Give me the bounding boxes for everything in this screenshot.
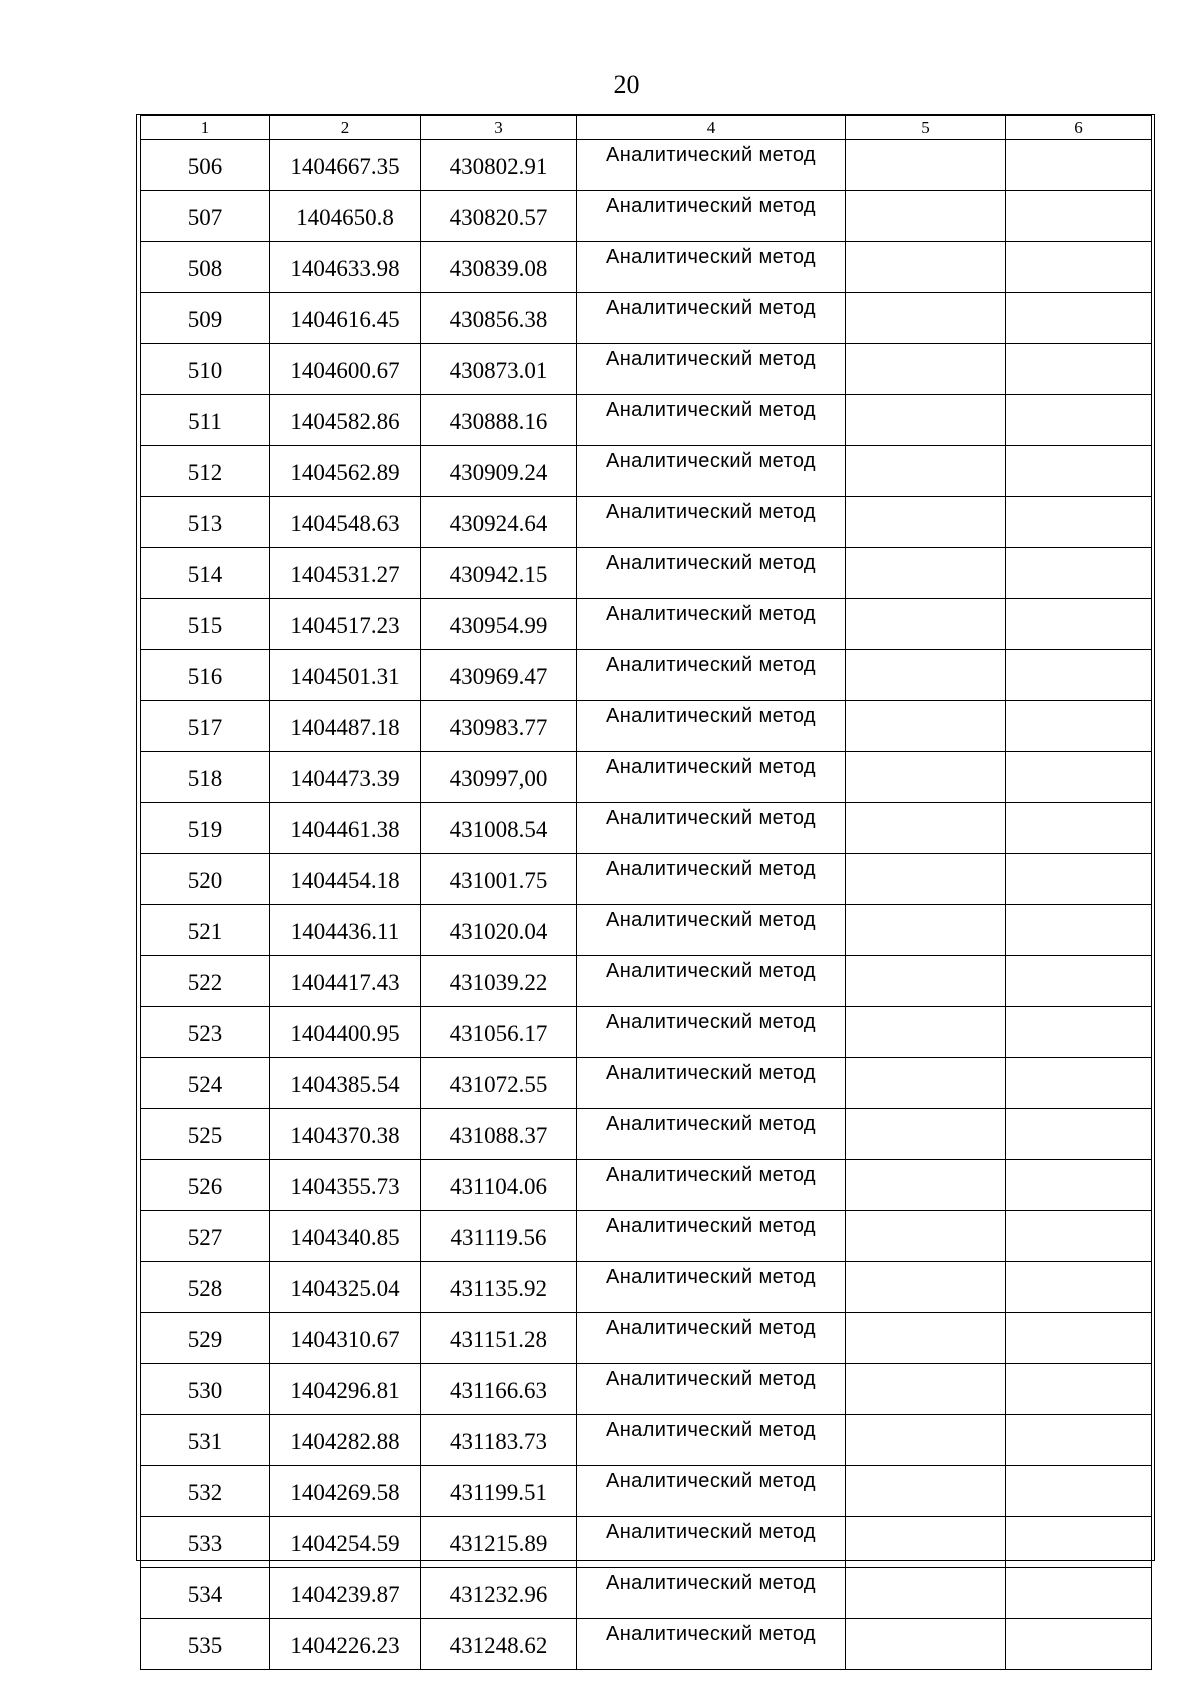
point-number-cell: 530	[141, 1364, 270, 1415]
table-row	[141, 956, 1152, 1007]
x-coordinate-cell: 1404340.85	[270, 1211, 421, 1262]
x-coordinate-cell: 1404254.59	[270, 1517, 421, 1568]
method-cell: Аналитический метод	[577, 1058, 846, 1109]
y-coordinate-cell: 431104.06	[421, 1160, 577, 1211]
y-coordinate-cell: 430942.15	[421, 548, 577, 599]
column-5-cell	[846, 1007, 1006, 1058]
column-6-cell	[1006, 1109, 1152, 1160]
column-5-cell	[846, 1058, 1006, 1109]
point-number-cell: 513	[141, 497, 270, 548]
column-5-cell	[846, 497, 1006, 548]
y-coordinate-cell: 430873.01	[421, 344, 577, 395]
point-number-cell: 526	[141, 1160, 270, 1211]
column-5-cell	[846, 446, 1006, 497]
column-5-cell	[846, 140, 1006, 191]
column-5-cell	[846, 1517, 1006, 1568]
column-6-cell	[1006, 344, 1152, 395]
column-6-cell	[1006, 752, 1152, 803]
y-coordinate-cell: 431088.37	[421, 1109, 577, 1160]
method-cell: Аналитический метод	[577, 1007, 846, 1058]
column-6-cell	[1006, 395, 1152, 446]
column-6-cell	[1006, 446, 1152, 497]
point-number-cell: 512	[141, 446, 270, 497]
header-cell-3: 3	[421, 116, 577, 140]
method-cell: Аналитический метод	[577, 140, 846, 191]
x-coordinate-cell: 1404436.11	[270, 905, 421, 956]
method-cell: Аналитический метод	[577, 1415, 846, 1466]
y-coordinate-cell: 431001.75	[421, 854, 577, 905]
column-5-cell	[846, 548, 1006, 599]
point-number-cell: 511	[141, 395, 270, 446]
column-5-cell	[846, 599, 1006, 650]
y-coordinate-cell: 431020.04	[421, 905, 577, 956]
method-cell: Аналитический метод	[577, 1364, 846, 1415]
column-6-cell	[1006, 1466, 1152, 1517]
table-row	[141, 548, 1152, 599]
x-coordinate-cell: 1404226.23	[270, 1619, 421, 1670]
y-coordinate-cell: 430997,00	[421, 752, 577, 803]
column-5-cell	[846, 242, 1006, 293]
y-coordinate-cell: 431232.96	[421, 1568, 577, 1619]
y-coordinate-cell: 431135.92	[421, 1262, 577, 1313]
column-6-cell	[1006, 650, 1152, 701]
x-coordinate-cell: 1404487.18	[270, 701, 421, 752]
point-number-cell: 510	[141, 344, 270, 395]
header-cell-6: 6	[1006, 116, 1152, 140]
x-coordinate-cell: 1404417.43	[270, 956, 421, 1007]
column-5-cell	[846, 701, 1006, 752]
y-coordinate-cell: 431056.17	[421, 1007, 577, 1058]
method-cell: Аналитический метод	[577, 1313, 846, 1364]
table-row	[141, 497, 1152, 548]
header-cell-2: 2	[270, 116, 421, 140]
method-cell: Аналитический метод	[577, 650, 846, 701]
column-6-cell	[1006, 548, 1152, 599]
y-coordinate-cell: 430924.64	[421, 497, 577, 548]
table-row	[141, 1466, 1152, 1517]
column-5-cell	[846, 1313, 1006, 1364]
x-coordinate-cell: 1404616.45	[270, 293, 421, 344]
point-number-cell: 521	[141, 905, 270, 956]
table-row	[141, 854, 1152, 905]
table-row	[141, 1364, 1152, 1415]
table-row	[141, 395, 1152, 446]
table-row	[141, 1058, 1152, 1109]
x-coordinate-cell: 1404370.38	[270, 1109, 421, 1160]
x-coordinate-cell: 1404633.98	[270, 242, 421, 293]
x-coordinate-cell: 1404296.81	[270, 1364, 421, 1415]
point-number-cell: 533	[141, 1517, 270, 1568]
header-cell-1: 1	[141, 116, 270, 140]
table-row	[141, 1211, 1152, 1262]
table-row	[141, 803, 1152, 854]
column-5-cell	[846, 395, 1006, 446]
table-row	[141, 293, 1152, 344]
point-number-cell: 522	[141, 956, 270, 1007]
method-cell: Аналитический метод	[577, 548, 846, 599]
y-coordinate-cell: 430888.16	[421, 395, 577, 446]
x-coordinate-cell: 1404461.38	[270, 803, 421, 854]
column-6-cell	[1006, 1364, 1152, 1415]
method-cell: Аналитический метод	[577, 395, 846, 446]
point-number-cell: 531	[141, 1415, 270, 1466]
column-6-cell	[1006, 803, 1152, 854]
x-coordinate-cell: 1404501.31	[270, 650, 421, 701]
method-cell: Аналитический метод	[577, 1160, 846, 1211]
point-number-cell: 524	[141, 1058, 270, 1109]
table-row	[141, 140, 1152, 191]
column-5-cell	[846, 1211, 1006, 1262]
column-5-cell	[846, 1160, 1006, 1211]
method-cell: Аналитический метод	[577, 344, 846, 395]
y-coordinate-cell: 431215.89	[421, 1517, 577, 1568]
column-6-cell	[1006, 1007, 1152, 1058]
method-cell: Аналитический метод	[577, 1262, 846, 1313]
x-coordinate-cell: 1404667.35	[270, 140, 421, 191]
coordinates-table-container	[140, 115, 1151, 1670]
y-coordinate-cell: 430909.24	[421, 446, 577, 497]
x-coordinate-cell: 1404517.23	[270, 599, 421, 650]
point-number-cell: 523	[141, 1007, 270, 1058]
method-cell: Аналитический метод	[577, 1211, 846, 1262]
method-cell: Аналитический метод	[577, 446, 846, 497]
x-coordinate-cell: 1404355.73	[270, 1160, 421, 1211]
column-5-cell	[846, 1568, 1006, 1619]
column-6-cell	[1006, 599, 1152, 650]
y-coordinate-cell: 431072.55	[421, 1058, 577, 1109]
column-6-cell	[1006, 140, 1152, 191]
method-cell: Аналитический метод	[577, 1517, 846, 1568]
column-6-cell	[1006, 1262, 1152, 1313]
method-cell: Аналитический метод	[577, 752, 846, 803]
x-coordinate-cell: 1404325.04	[270, 1262, 421, 1313]
method-cell: Аналитический метод	[577, 1568, 846, 1619]
column-6-cell	[1006, 293, 1152, 344]
column-5-cell	[846, 905, 1006, 956]
point-number-cell: 532	[141, 1466, 270, 1517]
column-5-cell	[846, 803, 1006, 854]
method-cell: Аналитический метод	[577, 1619, 846, 1670]
x-coordinate-cell: 1404400.95	[270, 1007, 421, 1058]
column-6-cell	[1006, 497, 1152, 548]
point-number-cell: 520	[141, 854, 270, 905]
table-row	[141, 905, 1152, 956]
column-5-cell	[846, 1466, 1006, 1517]
y-coordinate-cell: 431248.62	[421, 1619, 577, 1670]
table-body	[141, 116, 1152, 1670]
table-row	[141, 650, 1152, 701]
table-row	[141, 191, 1152, 242]
point-number-cell: 525	[141, 1109, 270, 1160]
column-6-cell	[1006, 1517, 1152, 1568]
column-5-cell	[846, 650, 1006, 701]
column-5-cell	[846, 1262, 1006, 1313]
table-row	[141, 1262, 1152, 1313]
table-row	[141, 344, 1152, 395]
column-5-cell	[846, 1619, 1006, 1670]
y-coordinate-cell: 431151.28	[421, 1313, 577, 1364]
page-number: 20	[613, 70, 640, 99]
point-number-cell: 517	[141, 701, 270, 752]
table-row	[141, 1007, 1152, 1058]
y-coordinate-cell: 431199.51	[421, 1466, 577, 1517]
method-cell: Аналитический метод	[577, 854, 846, 905]
y-coordinate-cell: 430969.47	[421, 650, 577, 701]
x-coordinate-cell: 1404562.89	[270, 446, 421, 497]
method-cell: Аналитический метод	[577, 701, 846, 752]
method-cell: Аналитический метод	[577, 905, 846, 956]
method-cell: Аналитический метод	[577, 956, 846, 1007]
point-number-cell: 527	[141, 1211, 270, 1262]
y-coordinate-cell: 431008.54	[421, 803, 577, 854]
header-cell-5: 5	[846, 116, 1006, 140]
y-coordinate-cell: 430983.77	[421, 701, 577, 752]
table-row	[141, 701, 1152, 752]
method-cell: Аналитический метод	[577, 599, 846, 650]
point-number-cell: 534	[141, 1568, 270, 1619]
point-number-cell: 516	[141, 650, 270, 701]
x-coordinate-cell: 1404473.39	[270, 752, 421, 803]
x-coordinate-cell: 1404600.67	[270, 344, 421, 395]
x-coordinate-cell: 1404582.86	[270, 395, 421, 446]
table-row	[141, 1415, 1152, 1466]
y-coordinate-cell: 430954.99	[421, 599, 577, 650]
point-number-cell: 535	[141, 1619, 270, 1670]
column-5-cell	[846, 854, 1006, 905]
method-cell: Аналитический метод	[577, 497, 846, 548]
column-6-cell	[1006, 854, 1152, 905]
table-row	[141, 1517, 1152, 1568]
column-6-cell	[1006, 1568, 1152, 1619]
point-number-cell: 518	[141, 752, 270, 803]
x-coordinate-cell: 1404310.67	[270, 1313, 421, 1364]
x-coordinate-cell: 1404282.88	[270, 1415, 421, 1466]
table-row	[141, 1109, 1152, 1160]
y-coordinate-cell: 431166.63	[421, 1364, 577, 1415]
header-row	[141, 116, 1152, 140]
y-coordinate-cell: 430839.08	[421, 242, 577, 293]
y-coordinate-cell: 431039.22	[421, 956, 577, 1007]
x-coordinate-cell: 1404269.58	[270, 1466, 421, 1517]
column-6-cell	[1006, 1619, 1152, 1670]
header-cell-4: 4	[577, 116, 846, 140]
y-coordinate-cell: 431119.56	[421, 1211, 577, 1262]
x-coordinate-cell: 1404239.87	[270, 1568, 421, 1619]
method-cell: Аналитический метод	[577, 803, 846, 854]
table-row	[141, 242, 1152, 293]
y-coordinate-cell: 431183.73	[421, 1415, 577, 1466]
column-5-cell	[846, 752, 1006, 803]
table-row	[141, 599, 1152, 650]
coordinates-table	[140, 115, 1152, 1670]
method-cell: Аналитический метод	[577, 1109, 846, 1160]
column-6-cell	[1006, 191, 1152, 242]
x-coordinate-cell: 1404650.8	[270, 191, 421, 242]
column-6-cell	[1006, 1058, 1152, 1109]
method-cell: Аналитический метод	[577, 1466, 846, 1517]
table-row	[141, 1160, 1152, 1211]
x-coordinate-cell: 1404385.54	[270, 1058, 421, 1109]
column-5-cell	[846, 191, 1006, 242]
x-coordinate-cell: 1404531.27	[270, 548, 421, 599]
column-5-cell	[846, 344, 1006, 395]
method-cell: Аналитический метод	[577, 191, 846, 242]
x-coordinate-cell: 1404454.18	[270, 854, 421, 905]
column-6-cell	[1006, 1160, 1152, 1211]
x-coordinate-cell: 1404548.63	[270, 497, 421, 548]
column-5-cell	[846, 1364, 1006, 1415]
point-number-cell: 528	[141, 1262, 270, 1313]
table-row	[141, 446, 1152, 497]
point-number-cell: 529	[141, 1313, 270, 1364]
table-row	[141, 1619, 1152, 1670]
point-number-cell: 508	[141, 242, 270, 293]
y-coordinate-cell: 430856.38	[421, 293, 577, 344]
point-number-cell: 506	[141, 140, 270, 191]
column-6-cell	[1006, 242, 1152, 293]
point-number-cell: 509	[141, 293, 270, 344]
column-5-cell	[846, 956, 1006, 1007]
method-cell: Аналитический метод	[577, 293, 846, 344]
point-number-cell: 514	[141, 548, 270, 599]
point-number-cell: 507	[141, 191, 270, 242]
y-coordinate-cell: 430820.57	[421, 191, 577, 242]
column-6-cell	[1006, 1415, 1152, 1466]
point-number-cell: 515	[141, 599, 270, 650]
table-row	[141, 1313, 1152, 1364]
column-6-cell	[1006, 701, 1152, 752]
column-6-cell	[1006, 1313, 1152, 1364]
column-5-cell	[846, 1109, 1006, 1160]
method-cell: Аналитический метод	[577, 242, 846, 293]
point-number-cell: 519	[141, 803, 270, 854]
column-6-cell	[1006, 905, 1152, 956]
table-row	[141, 752, 1152, 803]
column-5-cell	[846, 293, 1006, 344]
column-6-cell	[1006, 956, 1152, 1007]
column-5-cell	[846, 1415, 1006, 1466]
table-row	[141, 1568, 1152, 1619]
y-coordinate-cell: 430802.91	[421, 140, 577, 191]
column-6-cell	[1006, 1211, 1152, 1262]
